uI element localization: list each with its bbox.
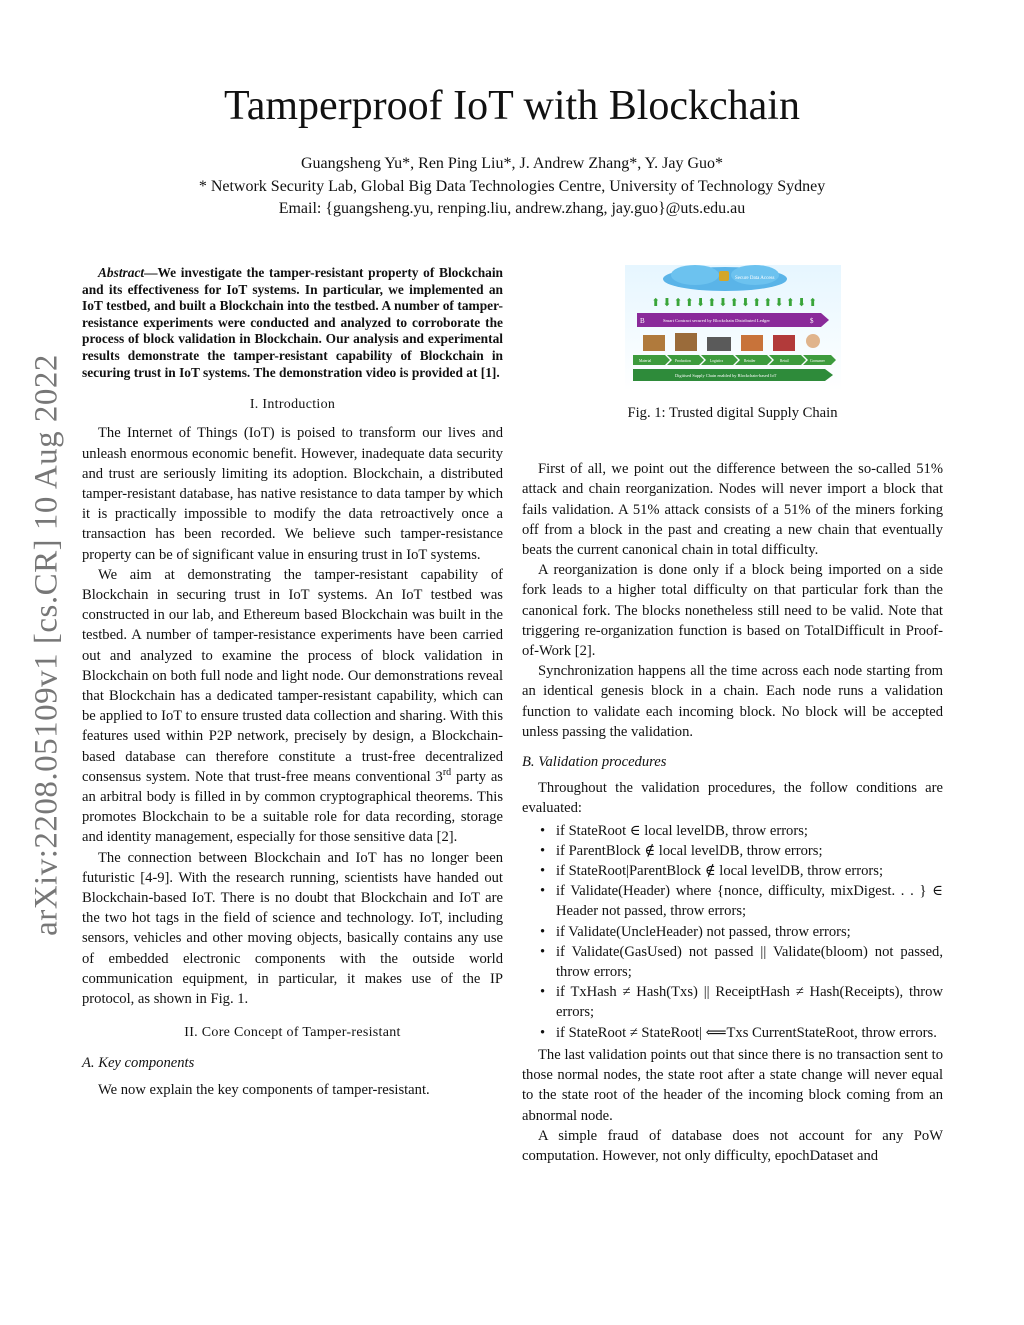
cloud-puff-left (671, 265, 719, 285)
paper-title: Tamperproof IoT with Blockchain (224, 83, 800, 129)
padlock-icon (719, 271, 729, 281)
subsection-key-components: A. Key components (82, 1055, 195, 1072)
retail-store-icon (773, 335, 795, 351)
band-left-symbol: B (639, 317, 645, 325)
band-right-symbol: $ (809, 317, 813, 325)
condition-item: • if TxHash ≠ Hash(Txs) || ReceiptHash ≠ Hash(Receipts), throw errors; (538, 982, 943, 1022)
band-label: Smart Contract secured by Blockchain Distributed Ledger (662, 318, 770, 323)
stage-label: Production (674, 359, 691, 363)
condition-item: • if ParentBlock ∉ local levelDB, throw errors; (538, 841, 943, 861)
condition-item: • if Validate(UncleHeader) not passed, throw errors; (538, 922, 943, 942)
condition-item: • if StateRoot|ParentBlock ∉ local levelDB, throw errors; (538, 861, 943, 881)
bottom-band-label: Digitised Supply Chain enabled by Blockchain-based IoT (674, 373, 776, 378)
left-column (82, 265, 503, 1100)
section-heading-introduction: I. Introduction (249, 397, 336, 413)
intro-paragraph-1: The Internet of Things (IoT) is poised to transform our lives and unleash enormous economic benefit. However, inadequate data security and trust are seriously limiting its adoption. Blockchain, a distributed tamper-resistant database, has native resistance to data tamper by which it is practically impossible to modify the data retroactively once a transaction has been recorded. We believe such tamper-resistance property can be of significant value in ensuring trust in IoT systems. (82, 425, 503, 563)
email-line: Email: {guangsheng.yu, renping.liu, andrew.zhang, jay.guo}@uts.edu.au (278, 200, 746, 217)
figure-supply-chain (625, 265, 841, 391)
superscript-rd: rd (442, 766, 452, 778)
right-paragraph-1: First of all, we point out the difference between the so-called 51% attack and chain reorganization. Nodes will never import a block that fails validation. A 51% attack consists of a 51% of the miners forking off from a block in the past and creating a new chain that eventually beats the current canonical chain in total difficulty. (522, 461, 943, 559)
right-paragraph-5: The last validation points out that since there is no transaction sent to those normal nodes, the state root after a state change will never equal to the state root of the header of the incoming block coming from an abnormal node. (522, 1046, 943, 1124)
stage-chevrons (633, 355, 836, 365)
up-down-arrows (651, 297, 819, 309)
condition-item: • if StateRoot ≠ StateRoot| ⟸Txs CurrentStateRoot, throw errors. (538, 1023, 943, 1043)
abstract-text: —We investigate the tamper-resistant property of Blockchain and its effectiveness for IoT systems. In particular, we implemented an IoT testbed, and built a Blockchain into the testbed. A number of tamper-resistance experiments were conducted and analyzed to corroborate the process of block validation in Blockchain. Our analysis and experimental results demonstrate the tamper-resistant capability of Blockchain in securing trust in IoT systems. The demonstration video is provided at [1]. (82, 265, 503, 380)
stage-label: Logistics (709, 359, 723, 363)
stage-label: Retailer (743, 359, 755, 363)
arxiv-id: arXiv:2208.05109v1 [cs.CR] 10 Aug 2022 (28, 354, 65, 936)
right-column (522, 265, 943, 1166)
intro-paragraph-2 (82, 565, 503, 848)
production-icon (675, 333, 697, 351)
subsection-validation-procedures: B. Validation procedures (522, 754, 667, 771)
affiliation: * Network Security Lab, Global Big Data Technologies Centre, University of Technology Sydney (198, 178, 826, 195)
intro-paragraph-3: The connection between Blockchain and IoT has no longer been futuristic [4-9]. With the research running, scientists have handed out Blockchain-based IoT. There is no doubt that Blockchain and IoT are the two hot tags in the field of science and technology. IoT, including sensors, vehicles and other moving objects, basically contains any use of embedded electronic components with the outside world communication equipment, in particular, it makes use of the IP protocol, as shown in Fig. 1. (82, 849, 503, 1008)
intro-paragraph-2-text-a: We aim at demonstrating the tamper-resistant capability of Blockchain in securing trust in IoT systems. An IoT testbed was constructed in our lab, and Ethereum based Blockchain was built in the testbed. A number of tamper-resistance experiments have been carried out and analyzed to examine the process of block validation in Blockchain on both full node and light node. Our demonstrations reveal that Blockchain has a dedicated tamper-resistant capability, which can be applied to IoT to ensure trusted data collection and sharing. With this features used within P2P network, precisely by design, a Blockchain-based database can therefore constitute a trust-free decentralized consensus system. Note that trust-free means conventional 3 (82, 566, 503, 785)
arrow-row: ⬆⬇⬆⬆⬇⬆⬇⬆⬇⬆⬆⬇⬆⬇⬆ (650, 297, 819, 309)
right-paragraph-3: Synchronization happens all the time across each node starting from an identical genesis block in a chain. Each node runs a validation function to validate each incoming block. No block will be accepted unless passing the validation. (522, 663, 943, 740)
validation-conditions-list (522, 821, 943, 1043)
cloud-label: Secure Data Access (734, 276, 774, 281)
logistics-truck-icon (707, 337, 731, 351)
stage-label: Consumer (809, 359, 825, 363)
right-paragraph-4: Throughout the validation procedures, the follow conditions are evaluated: (522, 780, 943, 817)
right-paragraph-2: A reorganization is done only if a block being imported on a side fork leads to a higher total difficulty on that particular fork than the canonical fork. The blocks nonetheless still need to be valid. Note that triggering re-organization function is based on TotalDifficult in Proof-of-Work [2]. (522, 562, 943, 660)
stage-label: Retail (779, 359, 789, 363)
cloud-puff-right (731, 265, 779, 285)
abstract (82, 265, 503, 381)
condition-item: • if Validate(Header) where {nonce, difficulty, mixDigest. . . } ∈ Header not passed, throw errors; (538, 881, 943, 921)
figure-caption: Fig. 1: Trusted digital Supply Chain (627, 405, 838, 421)
intro-paragraph-2-text-b: party as an arbitral body is filled in by common cryptographical theorems. This promotes Blockchain to be a suitable role for data recording, storage and identity management, especially for those sensitive data [2]. (82, 768, 503, 846)
core-paragraph-1: We now explain the key components of tamper-resistant. (98, 1081, 430, 1098)
stage-label: Material (638, 359, 651, 363)
material-icon (643, 335, 665, 351)
condition-item: • if Validate(GasUsed) not passed || Validate(bloom) not passed, throw errors; (538, 942, 943, 982)
consumer-icon (806, 334, 820, 348)
abstract-label: Abstract (98, 265, 145, 280)
condition-item: • if StateRoot ∈ local levelDB, throw errors; (538, 821, 943, 841)
right-paragraph-6: A simple fraud of database does not account for any PoW computation. However, not only difficulty, epochDataset and (522, 1127, 943, 1164)
retailer-icon (741, 335, 763, 351)
section-heading-core-concept: II. Core Concept of Tamper-resistant (184, 1025, 401, 1041)
arxiv-sidebar (22, 350, 72, 940)
author-list: Guangsheng Yu*, Ren Ping Liu*, J. Andrew Zhang*, Y. Jay Guo* (300, 155, 724, 172)
supply-chain-diagram (625, 265, 841, 391)
